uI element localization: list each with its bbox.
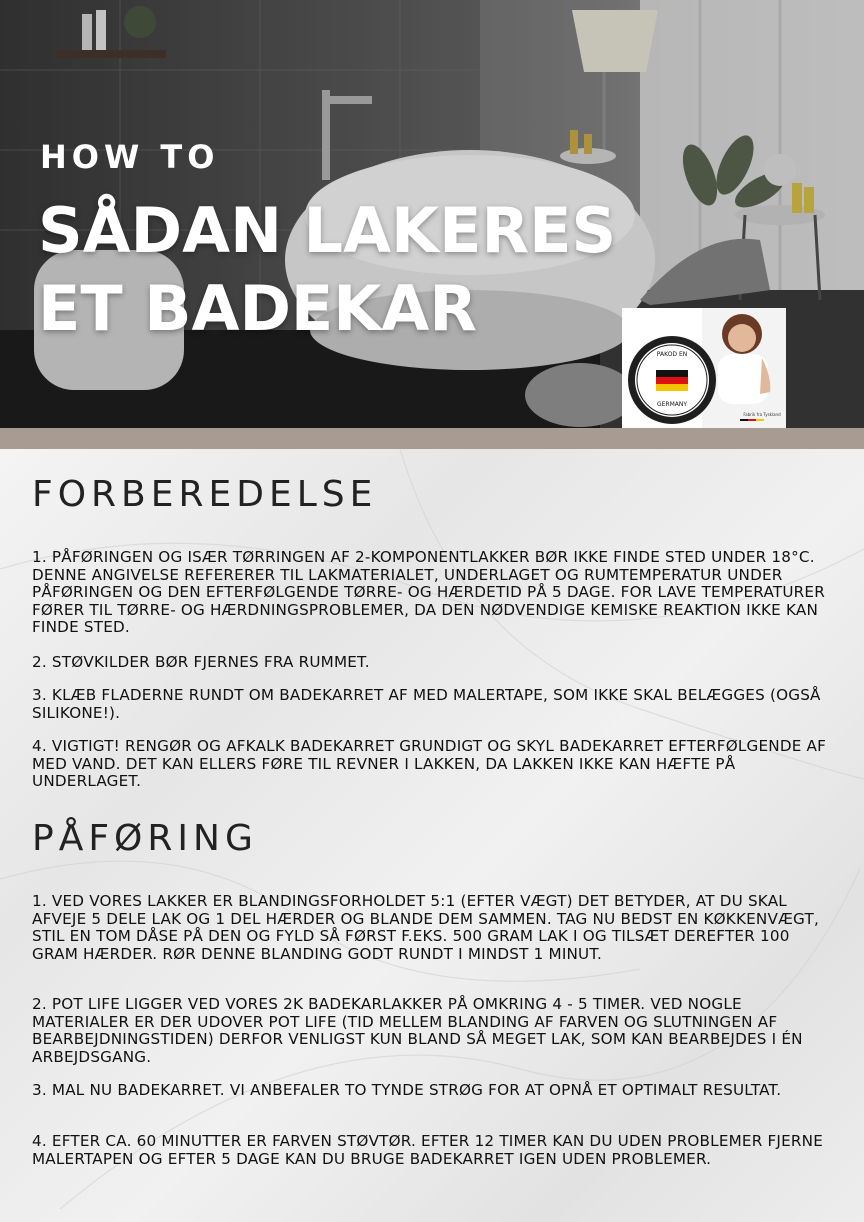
hero-banner	[0, 0, 864, 428]
page-title-line-2: ET BADEKAR	[38, 272, 478, 345]
application-step-2: 2. POT LIFE LIGGER VED VORES 2K BADEKARLAKKER PÅ OMKRING 4 - 5 TIMER. VED NOGLE MATERIALER ER DER UDOVER POT LIFE (TID MELLEM BLANDING AF FARVEN OG SLUTNINGEN AF BEARBEJDNINGSTIDEN) DERFOR VENLIGST KUN BLAND SÅ MEGET LAK, SOM KAN BEARBEJDES I ÉN ARBEJDSGANG.	[32, 995, 803, 1066]
hero-eyebrow: HOW TO	[40, 138, 220, 176]
preparation-step-1: 1. PÅFØRINGEN OG ISÆR TØRRINGEN AF 2-KOMPONENTLAKKER BØR IKKE FINDE STED UNDER 18°C. DENNE ANGIVELSE REFERERER TIL LAKMATERIALET, UNDERLAGET OG RUMTEMPERATUR UNDER PÅFØRINGEN OG DEN EFTERFØLGENDE TØRRE- OG HÆRDETID PÅ 5 DAGE. FOR LAVE TEMPERATURER FØRER TIL TØRRE- OG HÆRDNINGSPROBLEMER, DA DEN NØDVENDIGE KEMISKE REAKTION IKKE KAN FINDE STED.	[32, 548, 825, 637]
section-heading-preparation: FORBEREDELSE	[32, 474, 378, 515]
svg-text:GERMANY: GERMANY	[656, 401, 688, 408]
application-step-4: 4. EFTER CA. 60 MINUTTER ER FARVEN STØVTØR. EFTER 12 TIMER KAN DU UDEN PROBLEMER FJERNE MALERTAPEN OG EFTER 5 DAGE KAN DU BRUGE BADEKARRET IGEN UDEN PROBLEMER.	[32, 1132, 824, 1168]
page-title-line-1: SÅDAN LAKERES	[38, 194, 617, 267]
application-step-1: 1. VED VORES LAKKER ER BLANDINGSFORHOLDET 5:1 (EFTER VÆGT) DET BETYDER, AT DU SKAL AFVEJE 5 DELE LAK OG 1 DEL HÆRDER OG BLANDE DEM SAMMEN. TAG NU BEDST EN KØKKENVÆGT, STIL EN TOM DÅSE PÅ DEN OG FYLD SÅ FØRST F.EKS. 500 GRAM LAK I OG TILSÆT DEREFTER 100 GRAM HÆRDER. RØR DENNE BLANDING GODT RUNDT I MINDST 1 MINUT.	[32, 892, 819, 963]
preparation-step-4: 4. VIGTIGT! RENGØR OG AFKALK BADEKARRET GRUNDIGT OG SKYL BADEKARRET EFTERFØLGENDE AF MED VAND. DET KAN ELLERS FØRE TIL REVNER I LAKKEN, DA LAKKEN IKKE KAN HÆFTE PÅ UNDERLAGET.	[32, 737, 827, 791]
germany-seal-icon	[622, 308, 786, 428]
application-step-3: 3. MAL NU BADEKARRET. VI ANBEFALER TO TYNDE STRØG FOR AT OPNÅ ET OPTIMALT RESULTAT.	[32, 1081, 782, 1099]
made-in-germany-badge	[622, 308, 786, 428]
section-heading-application: PÅFØRING	[32, 818, 258, 859]
svg-text:PAKOD EN: PAKOD EN	[656, 351, 688, 358]
page-title	[38, 192, 718, 348]
divider-band	[0, 428, 864, 449]
preparation-step-2: 2. STØVKILDER BØR FJERNES FRA RUMMET.	[32, 653, 370, 671]
preparation-step-3: 3. KLÆB FLADERNE RUNDT OM BADEKARRET AF MED MALERTAPE, SOM IKKE SKAL BELÆGGES (OGSÅ SILIKONE!).	[32, 686, 821, 722]
svg-text:Fabrik fra Tyskland: Fabrik fra Tyskland	[743, 412, 781, 417]
